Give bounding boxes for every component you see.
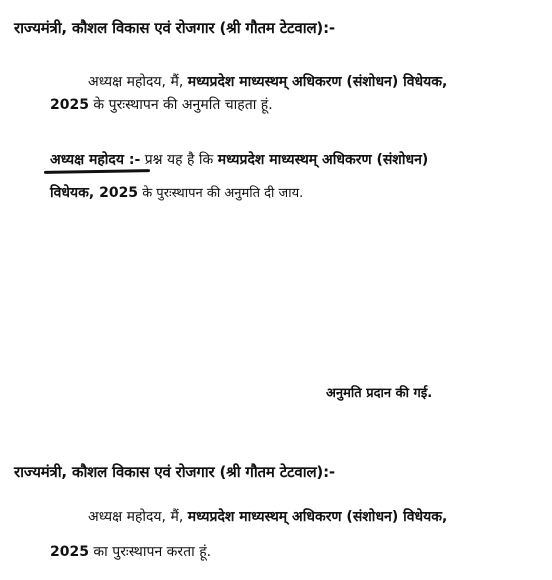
speaker-label-underline [44, 169, 150, 174]
minister-introduce-line2 [50, 542, 211, 561]
speaker-line2 [50, 183, 303, 202]
bill-name: मध्यप्रदेश माध्यस्थम् अधिकरण (संशोधन) विधेयक, [187, 74, 448, 90]
permission-granted: अनुमति प्रदान की गई. [326, 386, 433, 401]
speaker-question: प्रश्न यह है कि [140, 152, 218, 168]
speaker-question-tail: के पुरःस्थापन की अनुमति दी जाय. [138, 186, 304, 201]
minister-request-intro: अध्यक्ष महोदय, मैं, [88, 74, 188, 90]
speaker-line1 [50, 150, 428, 169]
speaker-bill-year: विधेयक, 2025 [50, 185, 139, 201]
minister-request-line2 [50, 95, 273, 114]
bill-year-2: 2025 [50, 544, 89, 560]
section1-heading: राज्यमंत्री, कौशल विकास एवं रोजगार (श्री गौतम टेटवाल):- [14, 19, 335, 37]
minister-introduce-intro: अध्यक्ष महोदय, मैं, [88, 509, 188, 525]
minister-introduce-line1 [88, 507, 447, 526]
minister-introduce-tail: का पुरःस्थापन करता हूं. [88, 544, 212, 560]
bill-year: 2025 [50, 97, 89, 113]
minister-request-tail: के पुरःस्थापन की अनुमति चाहता हूं. [88, 97, 273, 113]
minister-request-line1 [88, 72, 447, 91]
speaker-bill-name: मध्यप्रदेश माध्यस्थम् अधिकरण (संशोधन) [217, 152, 429, 168]
bill-name-2: मध्यप्रदेश माध्यस्थम् अधिकरण (संशोधन) विधेयक, [187, 509, 448, 525]
section2-heading: राज्यमंत्री, कौशल विकास एवं रोजगार (श्री गौतम टेटवाल):- [14, 463, 335, 481]
speaker-label: अध्यक्ष महोदय :- [50, 152, 141, 168]
